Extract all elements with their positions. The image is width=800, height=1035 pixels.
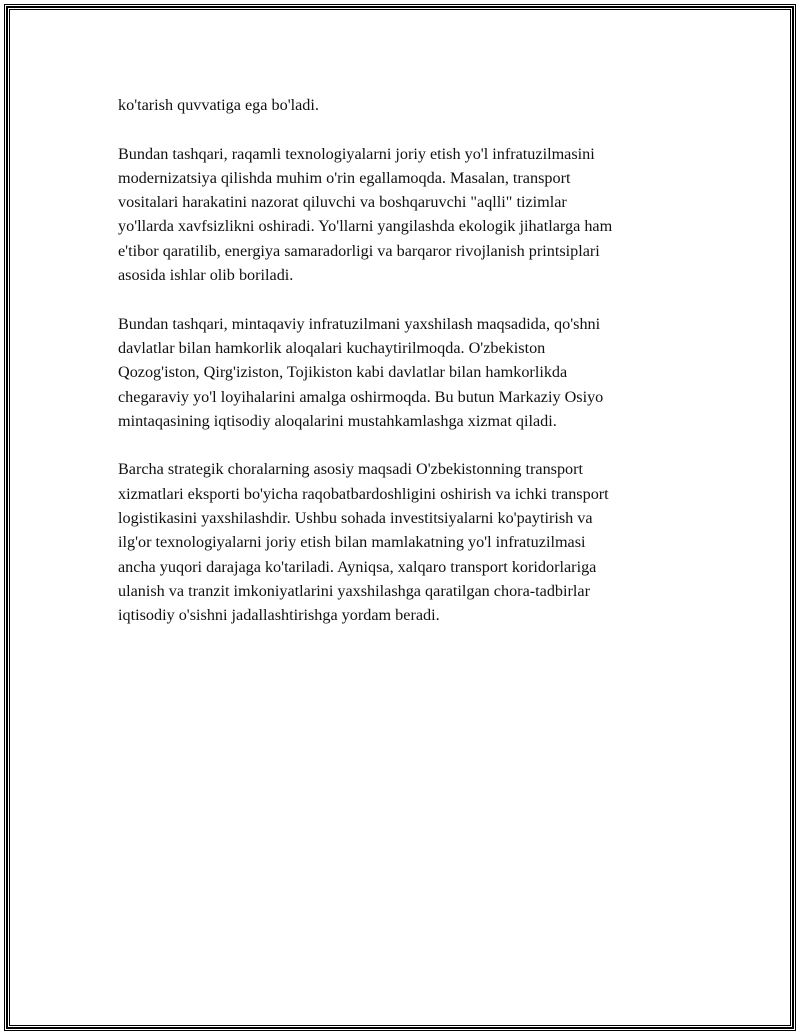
document-body [118,93,686,652]
paragraph-strategic-goals: Barcha strategik choralarning asosiy maqsadi O'zbekistonning transport xizmatlari eksporti bo'yicha raqobatbardoshligini oshirish va ichki transport logistikasini yaxshilashdir. Ushbu sohada investitsiyalarni ko'paytirish va ilg'or texnologiyalarni joriy etish bilan mamlakatning yo'l infratuzilmasi ancha yuqori darajaga ko'tariladi. Ayniqsa, xalqaro transport koridorlariga ulanish va tranzit imkoniyatlarini yaxshilashga qaratilgan chora-tadbirlar iqtisodiy o'sishni jadallashtirishga yordam beradi. [118,460,609,625]
paragraph-regional-infrastructure: Bundan tashqari, mintaqaviy infratuzilmani yaxshilash maqsadida, qo'shni davlatlar bilan hamkorlik aloqalari kuchaytirilmoqda. O'zbekiston Qozog'iston, Qirg'iziston, Tojikiston kabi davlatlar bilan hamkorlikda chegaraviy yo'l loyihalarini amalga oshirmoqda. Bu butun Markaziy Osiyo mintaqasining iqtisodiy aloqalarini mustahkamlashga xizmat qiladi. [118,314,604,430]
paragraph-continuation: ko'tarish quvvatiga ega bo'ladi. [118,96,319,114]
paragraph-digital-technologies: Bundan tashqari, raqamli texnologiyalarni joriy etish yo'l infratuzilmasini modernizatsiya qilishda muhim o'rin egallamoqda. Masalan, transport vositalari harakatini nazorat qiluvchi va boshqaruvchi "aqlli" tizimlar yo'llarda xavfsizlikni oshiradi. Yo'llarni yangilashda ekologik jihatlarga ham e'tibor qaratilib, energiya samaradorligi va barqaror rivojlanish printsiplari asosida ishlar olib boriladi. [118,144,613,285]
